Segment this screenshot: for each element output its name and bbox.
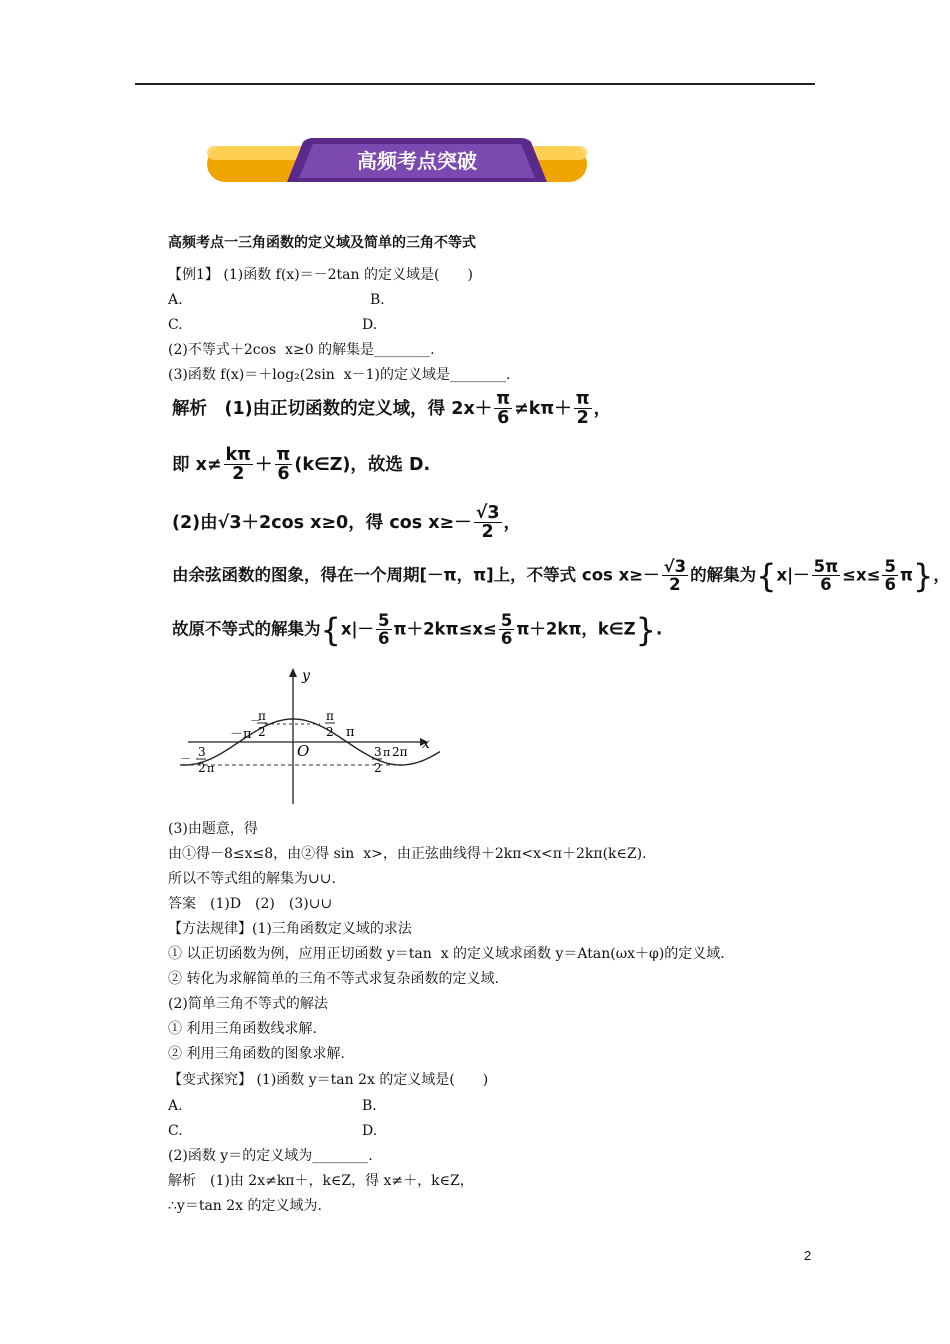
tick-pi: π: [346, 725, 355, 740]
example-opt-d: D.: [362, 317, 378, 333]
tick-neg-half-pi-minus: －: [250, 714, 261, 727]
tick-neg-3-2-num: 3: [198, 745, 206, 759]
tick-neg-half-pi-den: 2: [258, 725, 266, 739]
method-line-2: ① 以正切函数为例，应用正切函数 y＝tan x 的定义域求函数 y＝Atan(ωx＋φ)的定义域.: [168, 946, 725, 962]
solution-line-2: 即 x≠ $\frac{k\pi}{2}$ ＋ $\frac{\pi}{6}$ (k∈Z)，故选 D.: [172, 445, 431, 485]
example-label: 【例1】: [168, 267, 219, 283]
example-q2: (2)不等式＋2cos x≥0 的解集是________.: [168, 342, 435, 358]
variant-line-5: ∴y＝tan 2x 的定义域为.: [168, 1198, 322, 1214]
method-line-4: (2)简单三角不等式的解法: [168, 996, 328, 1012]
tick-half-pi-den: 2: [326, 725, 334, 739]
variant-opt-c: C.: [168, 1123, 183, 1139]
tick-neg-half-pi-num: π: [258, 709, 266, 723]
fraction: $\frac{\pi}{6}$: [496, 389, 511, 429]
fraction: $\frac{√3}{2}$: [475, 503, 500, 543]
variant-opt-a: A.: [168, 1098, 183, 1114]
variant-opt-b: B.: [362, 1098, 377, 1114]
y-axis-arrow: [289, 668, 297, 677]
solution-line-3: (2)由√3＋2cos x≥0，得 cos x≥－ $\frac{√3}{2}$ ，: [172, 503, 522, 543]
section-banner: [203, 138, 591, 186]
fraction: $\frac{\pi}{6}$: [276, 445, 291, 485]
variant-line-3: (2)函数 y＝的定义域为________.: [168, 1148, 373, 1164]
example-q1: 【例1】 (1)函数 f(x)＝－2tan 的定义域是( ): [168, 267, 473, 283]
example-q3: (3)函数 f(x)＝＋log₂(2sin x－1)的定义域是________.: [168, 367, 511, 383]
section-heading: 高频考点一三角函数的定义域及简单的三角不等式: [168, 235, 476, 251]
part3-line-2: 由①得－8≤x≤8，由②得 sin x>，由正弦曲线得＋2kπ<x<π＋2kπ(k∈Z).: [168, 846, 647, 862]
fraction: $\frac{\pi}{2}$: [575, 389, 590, 429]
fraction: $\frac{5}{6}$: [378, 611, 390, 649]
y-axis-label: y: [302, 668, 310, 684]
example-opt-a: A.: [168, 292, 183, 308]
origin-label: O: [297, 742, 310, 760]
part3-line-3: 所以不等式组的解集为∪∪.: [168, 871, 336, 887]
banner-title: 高频考点突破: [357, 149, 477, 173]
variant-line-4: 解析 (1)由 2x≠kπ＋，k∈Z，得 x≠＋，k∈Z，: [168, 1173, 474, 1189]
method-line-1: 【方法规律】(1)三角函数定义域的求法: [168, 921, 412, 937]
fraction: $\frac{5}{6}$: [884, 557, 896, 595]
tick-neg-pi: －π: [230, 727, 252, 742]
method-line-3: ② 转化为求解简单的三角不等式求复杂函数的定义域.: [168, 971, 499, 987]
fraction: $\frac{k\pi}{2}$: [225, 445, 252, 485]
part3-line-1: (3)由题意，得: [168, 821, 258, 837]
tick-2pi: 2π: [392, 745, 408, 759]
method-line-6: ② 利用三角函数的图象求解.: [168, 1046, 345, 1062]
example-opt-b: B.: [370, 292, 385, 308]
example-opt-c: C.: [168, 317, 183, 333]
fraction: $\frac{5}{6}$: [500, 611, 513, 649]
answer-line: 答案 (1)D (2) (3)∪∪: [168, 896, 333, 912]
tick-neg-3-2-pi: π: [207, 762, 215, 775]
fraction: $\frac{√3}{2}$: [663, 557, 687, 595]
header-rule: [135, 83, 815, 85]
tick-half-pi-num: π: [326, 709, 334, 723]
solution-line-4: 由余弦函数的图象，得在一个周期[－π，π]上，不等式 cos x≥－ $\frac{√3}{2}$ 的解集为{x|－ $\frac{5\pi}{6}$ ≤x≤ $\frac{5}{6}$ π}，: [172, 556, 950, 595]
solution-line-1: 解析 (1)由正切函数的定义域，得 2x＋ $\frac{\pi}{6}$ ≠kπ＋ $\frac{\pi}{2}$ ，: [172, 389, 612, 429]
method-line-5: ① 利用三角函数线求解.: [168, 1021, 317, 1037]
tick-neg-3-2-minus: －: [180, 752, 191, 765]
tick-neg-3-2-den: 2: [198, 761, 206, 775]
solution-line-5: 故原不等式的解集为{x|－ $\frac{5}{6}$ π＋2kπ≤x≤ $\frac{5}{6}$ π＋2kπ，k∈Z}.: [172, 610, 663, 649]
tick-3-2-pi: π: [383, 746, 391, 759]
page-number: 2: [804, 1248, 812, 1263]
fraction: $\frac{5\pi}{6}$: [813, 557, 839, 595]
cosine-graph: [180, 664, 440, 809]
variant-line-1: 【变式探究】 (1)函数 y＝tan 2x 的定义域是( ): [168, 1072, 489, 1088]
tick-3-2-den: 2: [374, 761, 382, 775]
variant-opt-d: D.: [362, 1123, 378, 1139]
tick-3-2-num: 3: [374, 745, 382, 759]
x-axis-label: x: [422, 736, 430, 752]
